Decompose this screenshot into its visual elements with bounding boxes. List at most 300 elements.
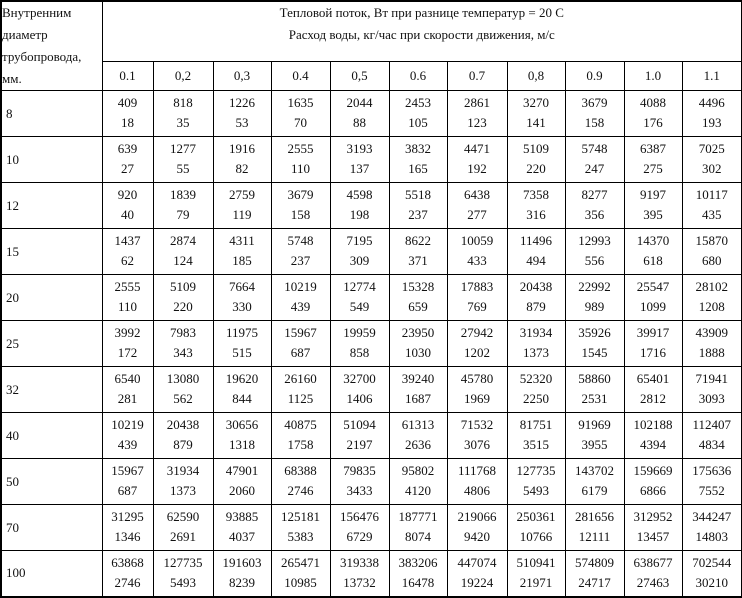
speed-header-cell: 0,8: [507, 61, 565, 91]
heat-flow-value: 71532: [460, 417, 494, 432]
water-flow-value: 277: [467, 207, 487, 222]
water-flow-value: 2812: [640, 391, 666, 406]
value-cell: [507, 183, 565, 229]
heat-flow-value: 111768: [457, 463, 497, 478]
water-flow-value: 1969: [464, 391, 490, 406]
value-cell: [624, 229, 682, 275]
value-cell: [213, 321, 271, 367]
value-cell: [565, 459, 624, 505]
diameter-column-header: [1, 1, 102, 91]
water-flow-value: 858: [349, 345, 370, 360]
title-line-heat: Тепловой поток, Вт при разнице температур = 20 С: [279, 5, 564, 20]
heat-flow-value: 6540: [114, 371, 141, 386]
heat-flow-value: 14370: [636, 233, 670, 248]
water-flow-value: 18: [121, 115, 134, 130]
value-cell: [682, 321, 742, 367]
value-cell: [565, 137, 624, 183]
diameter-cell: 10: [1, 137, 102, 183]
value-cell: [447, 367, 507, 413]
water-flow-value: 343: [173, 345, 193, 360]
diameter-cell: 32: [1, 367, 102, 413]
heat-flow-value: 40875: [284, 417, 317, 432]
water-flow-value: 172: [117, 345, 138, 360]
heat-flow-value: 30656: [225, 417, 259, 432]
water-flow-value: 192: [467, 161, 487, 176]
value-cell: [624, 183, 682, 229]
heat-flow-value: 10219: [111, 417, 144, 432]
value-cell: [213, 505, 271, 551]
heat-flow-value: 20438: [519, 279, 553, 294]
heat-flow-value: 383206: [398, 555, 438, 570]
diameter-cell: 15: [1, 229, 102, 275]
water-flow-value: 2746: [287, 483, 314, 498]
speed-header-cell: 0.7: [447, 61, 507, 91]
heat-flow-value: 3992: [114, 325, 141, 340]
heat-flow-value: 35926: [578, 325, 611, 340]
heat-flow-value: 2555: [114, 279, 141, 294]
corner-line: диаметр: [2, 27, 48, 42]
heat-flow-value: 409: [117, 95, 138, 110]
value-cell: [447, 229, 507, 275]
value-cell: [153, 413, 213, 459]
value-cell: [102, 137, 153, 183]
water-flow-value: 435: [702, 207, 722, 222]
heat-flow-value: 5109: [170, 279, 196, 294]
value-cell: [389, 367, 447, 413]
value-cell: [271, 275, 330, 321]
heat-flow-value: 102188: [633, 417, 673, 432]
speed-header-cell: 0,3: [213, 61, 271, 91]
water-flow-value: 40: [121, 207, 134, 222]
heat-flow-value: 7358: [523, 187, 549, 202]
value-cell: [102, 229, 153, 275]
value-cell: [330, 551, 389, 597]
value-cell: [624, 137, 682, 183]
value-cell: [507, 275, 565, 321]
value-cell: [102, 413, 153, 459]
water-flow-value: 659: [408, 299, 428, 314]
value-cell: [153, 275, 213, 321]
heat-flow-value: 2759: [229, 187, 255, 202]
water-flow-value: 35: [176, 115, 190, 130]
heat-flow-value: 51094: [343, 417, 376, 432]
value-cell: [330, 137, 389, 183]
water-flow-value: 4834: [698, 437, 725, 452]
value-cell: [330, 91, 389, 137]
value-cell: [330, 321, 389, 367]
value-cell: [153, 551, 213, 597]
water-flow-value: 10985: [284, 575, 317, 590]
value-cell: [624, 367, 682, 413]
value-cell: [507, 321, 565, 367]
water-flow-value: 193: [702, 115, 722, 130]
value-cell: [565, 505, 624, 551]
heat-flow-value: 3193: [346, 141, 373, 156]
value-cell: [682, 459, 742, 505]
heat-flow-value: 7983: [170, 325, 196, 340]
heat-flow-value: 45780: [460, 371, 494, 386]
heat-flow-value: 143702: [575, 463, 614, 478]
value-cell: [507, 229, 565, 275]
table-row: [1, 321, 742, 367]
value-cell: [447, 91, 507, 137]
value-cell: [213, 551, 271, 597]
heat-flow-value: 93885: [225, 509, 259, 524]
water-flow-value: 5493: [170, 575, 196, 590]
value-cell: [389, 413, 447, 459]
value-cell: [271, 321, 330, 367]
heat-flow-value: 26160: [284, 371, 317, 386]
water-flow-value: 1125: [287, 391, 314, 406]
heat-flow-value: 7025: [698, 141, 725, 156]
heat-flow-value: 4598: [346, 187, 373, 202]
value-cell: [447, 275, 507, 321]
value-cell: [213, 275, 271, 321]
value-cell: [565, 229, 624, 275]
water-flow-value: 371: [408, 253, 428, 268]
water-flow-value: 316: [526, 207, 546, 222]
heat-flow-value: 10059: [460, 233, 494, 248]
water-flow-value: 4037: [229, 529, 255, 544]
table-row: [1, 551, 742, 597]
heat-flow-value: 702544: [692, 555, 732, 570]
water-flow-value: 4806: [464, 483, 490, 498]
value-cell: [330, 413, 389, 459]
heat-flow-value: 61313: [401, 417, 435, 432]
value-cell: [153, 229, 213, 275]
table-row: [1, 413, 742, 459]
water-flow-value: 2746: [114, 575, 141, 590]
heat-flow-value: 12993: [578, 233, 611, 248]
value-cell: [389, 321, 447, 367]
value-cell: [624, 505, 682, 551]
water-flow-value: 281: [117, 391, 138, 406]
value-cell: [682, 91, 742, 137]
heat-flow-value: 319338: [340, 555, 379, 570]
value-cell: [565, 183, 624, 229]
value-cell: [153, 367, 213, 413]
heat-flow-value: 2874: [170, 233, 196, 248]
value-cell: [389, 137, 447, 183]
corner-line: мм.: [2, 71, 22, 86]
water-flow-value: 79: [176, 207, 190, 222]
water-flow-value: 27: [121, 161, 134, 176]
water-flow-value: 4120: [405, 483, 431, 498]
value-cell: [447, 321, 507, 367]
water-flow-value: 220: [526, 161, 546, 176]
heat-flow-value: 638677: [633, 555, 673, 570]
water-flow-value: 330: [232, 299, 252, 314]
water-flow-value: 844: [232, 391, 252, 406]
heat-flow-value: 19620: [225, 371, 259, 386]
diameter-cell: 12: [1, 183, 102, 229]
heat-flow-value: 10117: [695, 187, 728, 202]
heat-flow-value: 23950: [401, 325, 435, 340]
value-cell: [682, 505, 742, 551]
title-line-flow: Расход воды, кг/час при скорости движения, м/с: [288, 27, 555, 42]
value-cell: [271, 551, 330, 597]
heat-flow-value: 32700: [343, 371, 376, 386]
speed-header-cell: 0,2: [153, 61, 213, 91]
table-row: [1, 183, 742, 229]
water-flow-value: 6179: [581, 483, 608, 498]
heat-flow-value: 65401: [636, 371, 670, 386]
heat-flow-value: 3832: [405, 141, 431, 156]
water-flow-value: 123: [467, 115, 487, 130]
water-flow-value: 549: [349, 299, 370, 314]
heat-flow-value: 19959: [343, 325, 376, 340]
water-flow-value: 88: [353, 115, 366, 130]
heat-flow-value: 191603: [222, 555, 262, 570]
speed-header-cell: 0,5: [330, 61, 389, 91]
water-flow-value: 5493: [523, 483, 549, 498]
value-cell: [447, 551, 507, 597]
water-flow-value: 158: [584, 115, 605, 130]
water-flow-value: 4394: [640, 437, 666, 452]
heat-flow-value: 6387: [640, 141, 666, 156]
water-flow-value: 24717: [578, 575, 611, 590]
water-flow-value: 1318: [229, 437, 255, 452]
heat-flow-value: 3679: [581, 95, 608, 110]
value-cell: [213, 413, 271, 459]
heat-flow-value: 15967: [111, 463, 144, 478]
value-cell: [507, 137, 565, 183]
heat-flow-value: 31934: [166, 463, 200, 478]
water-flow-value: 879: [173, 437, 193, 452]
heat-flow-value: 15328: [401, 279, 435, 294]
water-flow-value: 176: [643, 115, 663, 130]
water-flow-value: 562: [173, 391, 193, 406]
water-flow-value: 494: [526, 253, 546, 268]
water-flow-value: 1888: [698, 345, 725, 360]
value-cell: [389, 459, 447, 505]
water-flow-value: 309: [349, 253, 370, 268]
water-flow-value: 515: [232, 345, 252, 360]
water-flow-value: 7552: [698, 483, 725, 498]
heat-flow-value: 312952: [633, 509, 673, 524]
value-cell: [271, 367, 330, 413]
value-cell: [389, 275, 447, 321]
value-cell: [447, 413, 507, 459]
water-flow-value: 2060: [229, 483, 255, 498]
heat-flow-value: 71941: [695, 371, 729, 386]
diameter-cell: 100: [1, 551, 102, 597]
water-flow-value: 1687: [405, 391, 431, 406]
value-cell: [102, 551, 153, 597]
water-flow-value: 8239: [229, 575, 255, 590]
table-row: [1, 367, 742, 413]
value-cell: [330, 183, 389, 229]
value-cell: [271, 183, 330, 229]
value-cell: [102, 275, 153, 321]
corner-line: трубопровода,: [2, 49, 82, 64]
value-cell: [213, 459, 271, 505]
heat-flow-value: 5518: [405, 187, 431, 202]
value-cell: [102, 459, 153, 505]
heat-flow-value: 125181: [281, 509, 320, 524]
water-flow-value: 989: [584, 299, 605, 314]
value-cell: [565, 321, 624, 367]
water-flow-value: 1346: [114, 529, 141, 544]
water-flow-value: 1202: [464, 345, 490, 360]
heat-flow-value: 62590: [166, 509, 200, 524]
value-cell: [507, 459, 565, 505]
heat-flow-value: 3270: [523, 95, 549, 110]
diameter-cell: 70: [1, 505, 102, 551]
value-cell: [213, 183, 271, 229]
value-cell: [389, 91, 447, 137]
heat-flow-value: 1839: [170, 187, 196, 202]
diameter-cell: 25: [1, 321, 102, 367]
value-cell: [447, 505, 507, 551]
heat-flow-value: 13080: [166, 371, 200, 386]
heat-flow-value: 639: [117, 141, 138, 156]
heat-flow-value: 2555: [287, 141, 314, 156]
heat-flow-value: 79835: [343, 463, 376, 478]
value-cell: [330, 505, 389, 551]
speed-header-cell: 0.9: [565, 61, 624, 91]
value-cell: [271, 137, 330, 183]
heat-flow-value: 250361: [516, 509, 556, 524]
water-flow-value: 165: [408, 161, 428, 176]
water-flow-value: 769: [467, 299, 487, 314]
value-cell: [102, 367, 153, 413]
water-flow-value: 137: [349, 161, 370, 176]
water-flow-value: 27463: [636, 575, 670, 590]
table-row: [1, 275, 742, 321]
heat-flow-value: 3679: [287, 187, 314, 202]
water-flow-value: 124: [173, 253, 193, 268]
water-flow-value: 198: [349, 207, 370, 222]
heat-flow-value: 1277: [170, 141, 196, 156]
water-flow-value: 687: [290, 345, 311, 360]
water-flow-value: 3093: [698, 391, 725, 406]
heat-flow-value: 1635: [287, 95, 314, 110]
water-flow-value: 2250: [523, 391, 549, 406]
water-flow-value: 5383: [287, 529, 314, 544]
heat-flow-value: 175636: [692, 463, 732, 478]
water-flow-value: 433: [467, 253, 487, 268]
heat-flow-value: 8622: [405, 233, 431, 248]
heat-flow-value: 91969: [578, 417, 611, 432]
value-cell: [153, 91, 213, 137]
heat-flow-value: 15870: [695, 233, 729, 248]
value-cell: [565, 367, 624, 413]
value-cell: [102, 321, 153, 367]
water-flow-value: 356: [584, 207, 605, 222]
heat-flow-value: 8277: [581, 187, 608, 202]
value-cell: [447, 459, 507, 505]
heat-flow-value: 156476: [340, 509, 379, 524]
heat-flow-value: 11975: [225, 325, 259, 340]
table-row: [1, 91, 742, 137]
water-flow-value: 302: [702, 161, 722, 176]
water-flow-value: 105: [408, 115, 428, 130]
speed-header-cell: 0.4: [271, 61, 330, 91]
heat-flow-value: 574809: [575, 555, 614, 570]
water-flow-value: 1099: [640, 299, 666, 314]
water-flow-value: 6729: [346, 529, 373, 544]
water-flow-value: 30210: [695, 575, 729, 590]
heat-flow-value: 127735: [516, 463, 556, 478]
water-flow-value: 14803: [695, 529, 729, 544]
value-cell: [213, 137, 271, 183]
value-cell: [507, 505, 565, 551]
water-flow-value: 55: [176, 161, 190, 176]
water-flow-value: 141: [526, 115, 546, 130]
water-flow-value: 185: [232, 253, 252, 268]
water-flow-value: 3515: [523, 437, 549, 452]
heat-flow-value: 1916: [229, 141, 255, 156]
heat-flow-value: 9197: [640, 187, 666, 202]
heat-flow-value: 39917: [636, 325, 670, 340]
water-flow-value: 618: [643, 253, 663, 268]
water-flow-value: 119: [232, 207, 252, 222]
water-flow-value: 275: [643, 161, 663, 176]
value-cell: [565, 413, 624, 459]
water-flow-value: 1208: [698, 299, 725, 314]
heat-flow-value: 281656: [575, 509, 614, 524]
value-cell: [624, 275, 682, 321]
value-cell: [624, 551, 682, 597]
speed-header-cell: 0.6: [389, 61, 447, 91]
heat-flow-value: 5748: [581, 141, 608, 156]
heat-flow-value: 265471: [281, 555, 320, 570]
heat-flow-value: 7195: [346, 233, 373, 248]
value-cell: [389, 551, 447, 597]
diameter-cell: 50: [1, 459, 102, 505]
value-cell: [102, 183, 153, 229]
water-flow-value: 879: [526, 299, 546, 314]
heat-flow-value: 43909: [695, 325, 729, 340]
heat-flow-value: 4496: [698, 95, 725, 110]
value-cell: [330, 367, 389, 413]
diameter-cell: 20: [1, 275, 102, 321]
table-row: [1, 137, 742, 183]
heat-flow-value: 7664: [229, 279, 255, 294]
heat-flow-value: 27942: [460, 325, 494, 340]
water-flow-value: 220: [173, 299, 193, 314]
water-flow-value: 16478: [401, 575, 435, 590]
value-cell: [624, 413, 682, 459]
table-row: [1, 229, 742, 275]
value-cell: [153, 183, 213, 229]
value-cell: [507, 91, 565, 137]
water-flow-value: 110: [117, 299, 138, 314]
heat-flow-value: 5109: [523, 141, 549, 156]
value-cell: [624, 321, 682, 367]
value-cell: [682, 367, 742, 413]
diameter-cell: 8: [1, 91, 102, 137]
value-cell: [213, 91, 271, 137]
heat-flow-value: 112407: [692, 417, 732, 432]
value-cell: [102, 505, 153, 551]
table-title: [102, 1, 742, 61]
value-cell: [682, 183, 742, 229]
value-cell: [330, 275, 389, 321]
heat-flow-value: 31295: [111, 509, 144, 524]
heat-flow-value: 10219: [284, 279, 317, 294]
heat-flow-value: 344247: [692, 509, 732, 524]
value-cell: [389, 505, 447, 551]
value-cell: [507, 413, 565, 459]
water-flow-value: 1758: [287, 437, 314, 452]
heat-flow-value: 127735: [163, 555, 203, 570]
water-flow-value: 237: [290, 253, 311, 268]
heat-flow-value: 47901: [225, 463, 259, 478]
corner-line: Внутренним: [2, 5, 72, 20]
header-row: [1, 1, 742, 61]
